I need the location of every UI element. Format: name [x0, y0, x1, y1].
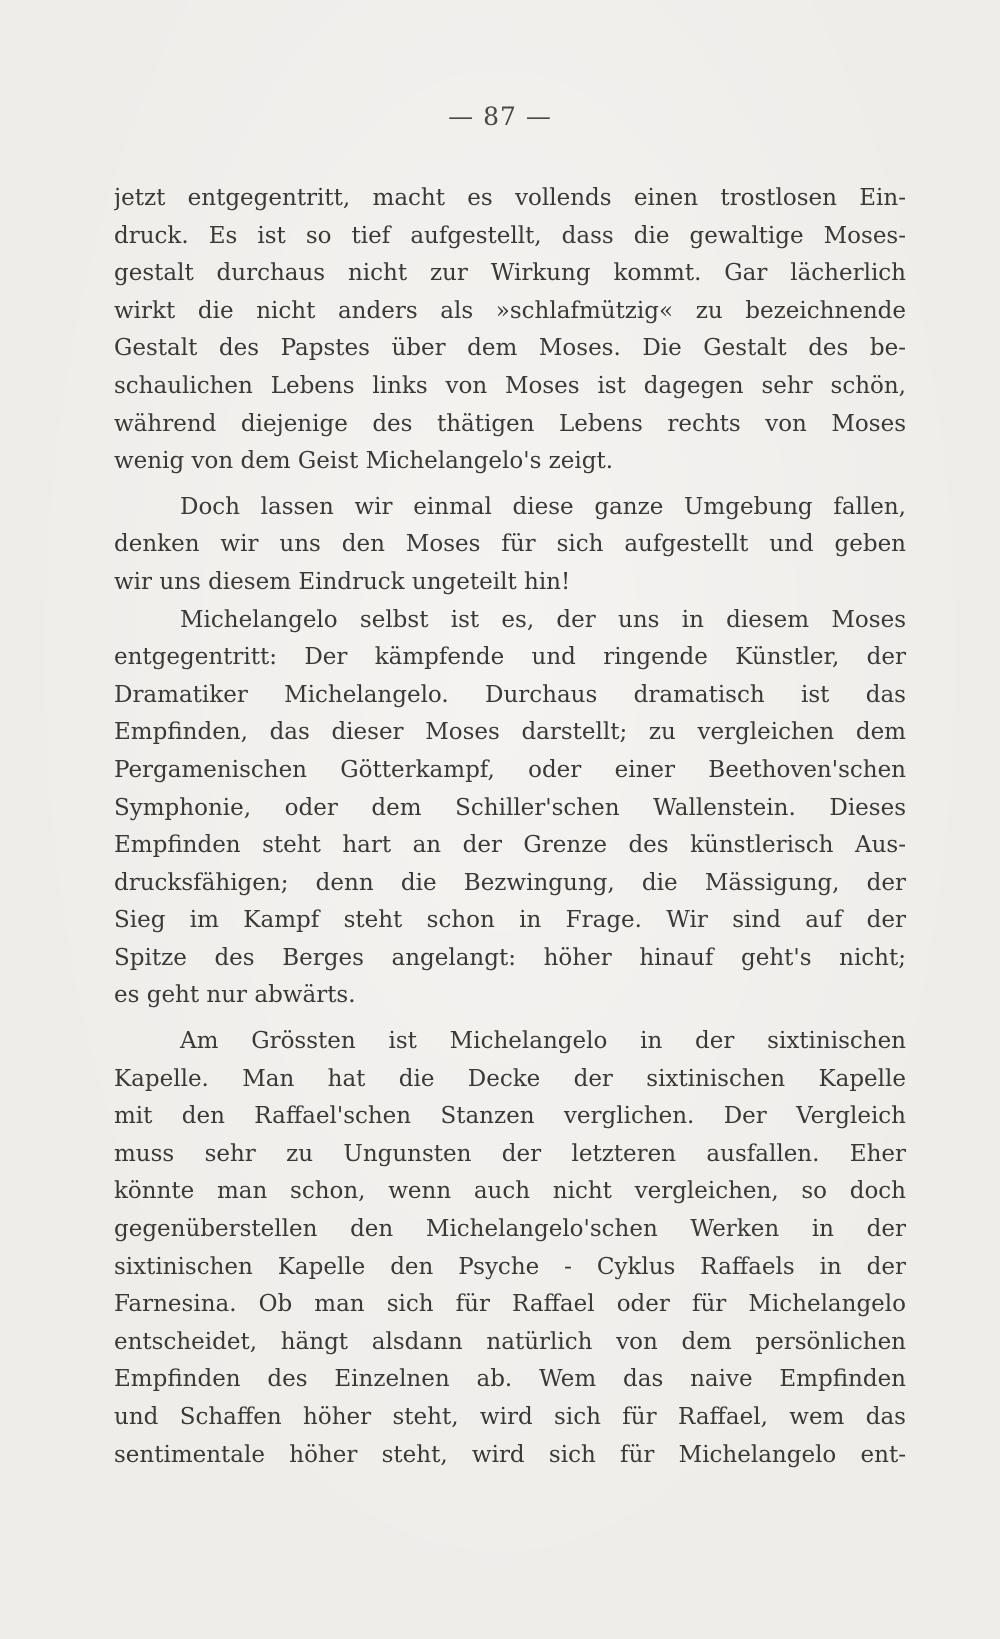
text-line: muss sehr zu Ungunsten der letzteren ausfallen. Eher [114, 1140, 906, 1167]
text-line: sentimentale höher steht, wird sich für Michelangelo ent- [114, 1441, 906, 1468]
text-line: druck. Es ist so tief aufgestellt, dass die gewaltige Moses- [114, 222, 906, 249]
text-line: wirkt die nicht anders als »schlafmützig« zu bezeichnende [114, 297, 906, 324]
text-line: Symphonie, oder dem Schiller'schen Wallenstein. Dieses [114, 794, 906, 821]
text-line: während diejenige des thätigen Lebens rechts von Moses [114, 410, 906, 437]
text-line: entgegentritt: Der kämpfende und ringende Künstler, der [114, 644, 906, 671]
text-line: mit den Raffael'schen Stanzen verglichen. Der Vergleich [114, 1103, 906, 1130]
text-line: denken wir uns den Moses für sich aufgestellt und geben [114, 531, 906, 558]
text-line: es geht nur abwärts. [114, 982, 356, 1009]
text-line: sixtinischen Kapelle den Psyche - Cyklus Raffaels in der [114, 1253, 906, 1280]
text-line: schaulichen Lebens links von Moses ist dagegen sehr schön, [114, 372, 906, 399]
body-text [114, 180, 906, 1474]
text-line: Pergamenischen Götterkampf, oder einer Beethoven'schen [114, 756, 906, 783]
text-line: könnte man schon, wenn auch nicht vergleichen, so doch [114, 1178, 906, 1205]
text-line: drucksfähigen; denn die Bezwingung, die Mässigung, der [114, 869, 906, 896]
text-line: Sieg im Kampf steht schon in Frage. Wir sind auf der [114, 907, 906, 934]
text-line: Empfinden steht hart an der Grenze des künstlerisch Aus- [114, 832, 906, 859]
text-line: Michelangelo selbst ist es, der uns in diesem Moses [180, 606, 906, 633]
text-line: Gestalt des Papstes über dem Moses. Die Gestalt des be- [114, 335, 906, 362]
text-line: jetzt entgegentritt, macht es vollends einen trostlosen Ein- [114, 185, 906, 211]
text-line: entscheidet, hängt alsdann natürlich von dem persönlichen [114, 1328, 906, 1355]
text-line: Empfinden, das dieser Moses darstellt; zu vergleichen dem [114, 719, 906, 746]
text-line: und Schaffen höher steht, wird sich für Raffael, wem das [114, 1404, 906, 1430]
text-line: wir uns diesem Eindruck ungeteilt hin! [114, 568, 571, 595]
text-line: gestalt durchaus nicht zur Wirkung kommt. Gar lächerlich [114, 260, 906, 287]
text-line: Farnesina. Ob man sich für Raffael oder für Michelangelo [114, 1291, 906, 1318]
text-line: Dramatiker Michelangelo. Durchaus dramatisch ist das [114, 681, 906, 708]
text-line: wenig von dem Geist Michelangelo's zeigt. [114, 448, 614, 475]
text-line: Spitze des Berges angelangt: höher hinauf geht's nicht; [114, 944, 906, 971]
text-line: gegenüberstellen den Michelangelo'schen Werken in der [114, 1216, 906, 1243]
text-line: Empfinden des Einzelnen ab. Wem das naive Empfinden [114, 1366, 906, 1393]
text-line: Am Grössten ist Michelangelo in der sixtinischen [180, 1028, 906, 1055]
page-number: — 87 — [448, 102, 552, 131]
text-line: Doch lassen wir einmal diese ganze Umgebung fallen, [180, 493, 906, 520]
text-line: Kapelle. Man hat die Decke der sixtinischen Kapelle [114, 1065, 906, 1092]
